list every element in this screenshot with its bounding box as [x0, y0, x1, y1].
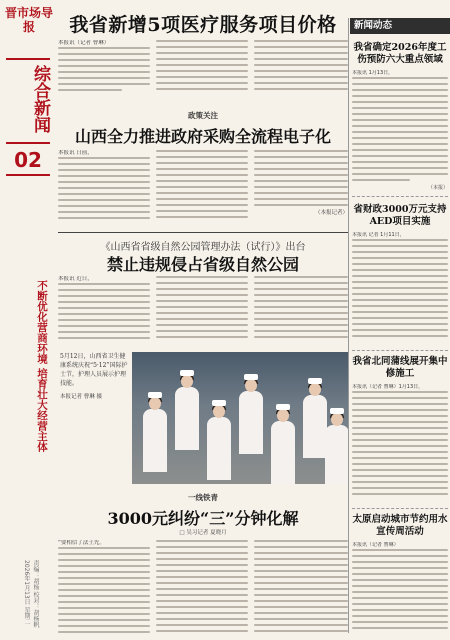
section-label: 政策关注: [58, 110, 348, 121]
column-divider: [348, 18, 349, 633]
news-sidebar: [350, 0, 450, 640]
sidebar-item-body: 本报讯 记者 1月11日，: [352, 232, 448, 344]
section-label: 一线铁青: [58, 492, 348, 503]
article-headline: 3000元纠纷“三”分钟化解: [107, 509, 299, 528]
article-body: [58, 40, 348, 100]
sidebar-header: 新闻动态: [350, 18, 450, 34]
section-title: 综合新闻: [30, 65, 50, 133]
masthead-rule: [6, 58, 50, 60]
sidebar-item-title: 我省北同蒲线展开集中修施工: [352, 356, 448, 379]
article-byline: “要相信了法土先。: [58, 540, 105, 546]
sidebar-divider: [352, 508, 448, 509]
article-body: [58, 276, 348, 348]
masthead-rule: [6, 174, 50, 176]
sidebar-item-title: 太原启动城市节约用水宣传周活动: [352, 514, 448, 537]
article-credit: □ 吴习记者 夏晓月: [179, 530, 227, 536]
article-byline: 本报讯 近日，: [58, 276, 93, 282]
masthead: [0, 0, 56, 640]
main-content: [58, 0, 348, 640]
article-byline: 本报讯 日前，: [58, 150, 93, 156]
article-headline: 我省新增5项医疗服务项目价格: [69, 14, 337, 36]
sidebar-item-title: 省财政3000万元支持AED项目实施: [353, 204, 447, 227]
masthead-rule: [6, 142, 50, 144]
newspaper-logo: 晋市场导报: [4, 6, 53, 34]
sidebar-item-body: 本报讯 1月13日， （本报）: [352, 70, 448, 190]
article-byline: 本报讯（记者 曹琳）: [58, 40, 110, 46]
divider: [58, 232, 348, 233]
slogan: 不断优化营商环境 培育壮大经营主体: [36, 280, 48, 452]
sidebar-divider: [352, 350, 448, 351]
sidebar-item-body: 本报讯（记者 曹琳）1月13日，: [352, 384, 448, 504]
article-subhead: 《山西省省级自然公园管理办法（试行）》出台: [100, 242, 306, 253]
article-note: （本报记者）: [314, 210, 348, 216]
article-body: [58, 150, 348, 226]
photo-caption: 5月12日，山西省卫生健康系统庆祝“5·12”国际护士节，护理人员展示护理技能。 本报记者 曹琳 摄: [60, 352, 130, 484]
article-body: [58, 540, 348, 636]
page-number: 02: [14, 148, 42, 172]
article-headline: 山西全力推进政府采购全流程电子化: [74, 127, 331, 146]
sidebar-divider: [352, 196, 448, 197]
sidebar-item-body: 本报讯（记者 曹琳）: [352, 542, 448, 636]
photo-credit: 本报记者 曹琳 摄: [60, 394, 102, 400]
page-meta: 责编：胡杨 校对：胡杨帆 2026年1月13日 星期二: [23, 560, 39, 628]
sidebar-item-title: 我省确定2026年度工伤预防六大重点领域: [353, 42, 447, 65]
news-photo: [132, 352, 348, 484]
article-headline: 禁止违规侵占省级自然公园: [106, 255, 299, 274]
